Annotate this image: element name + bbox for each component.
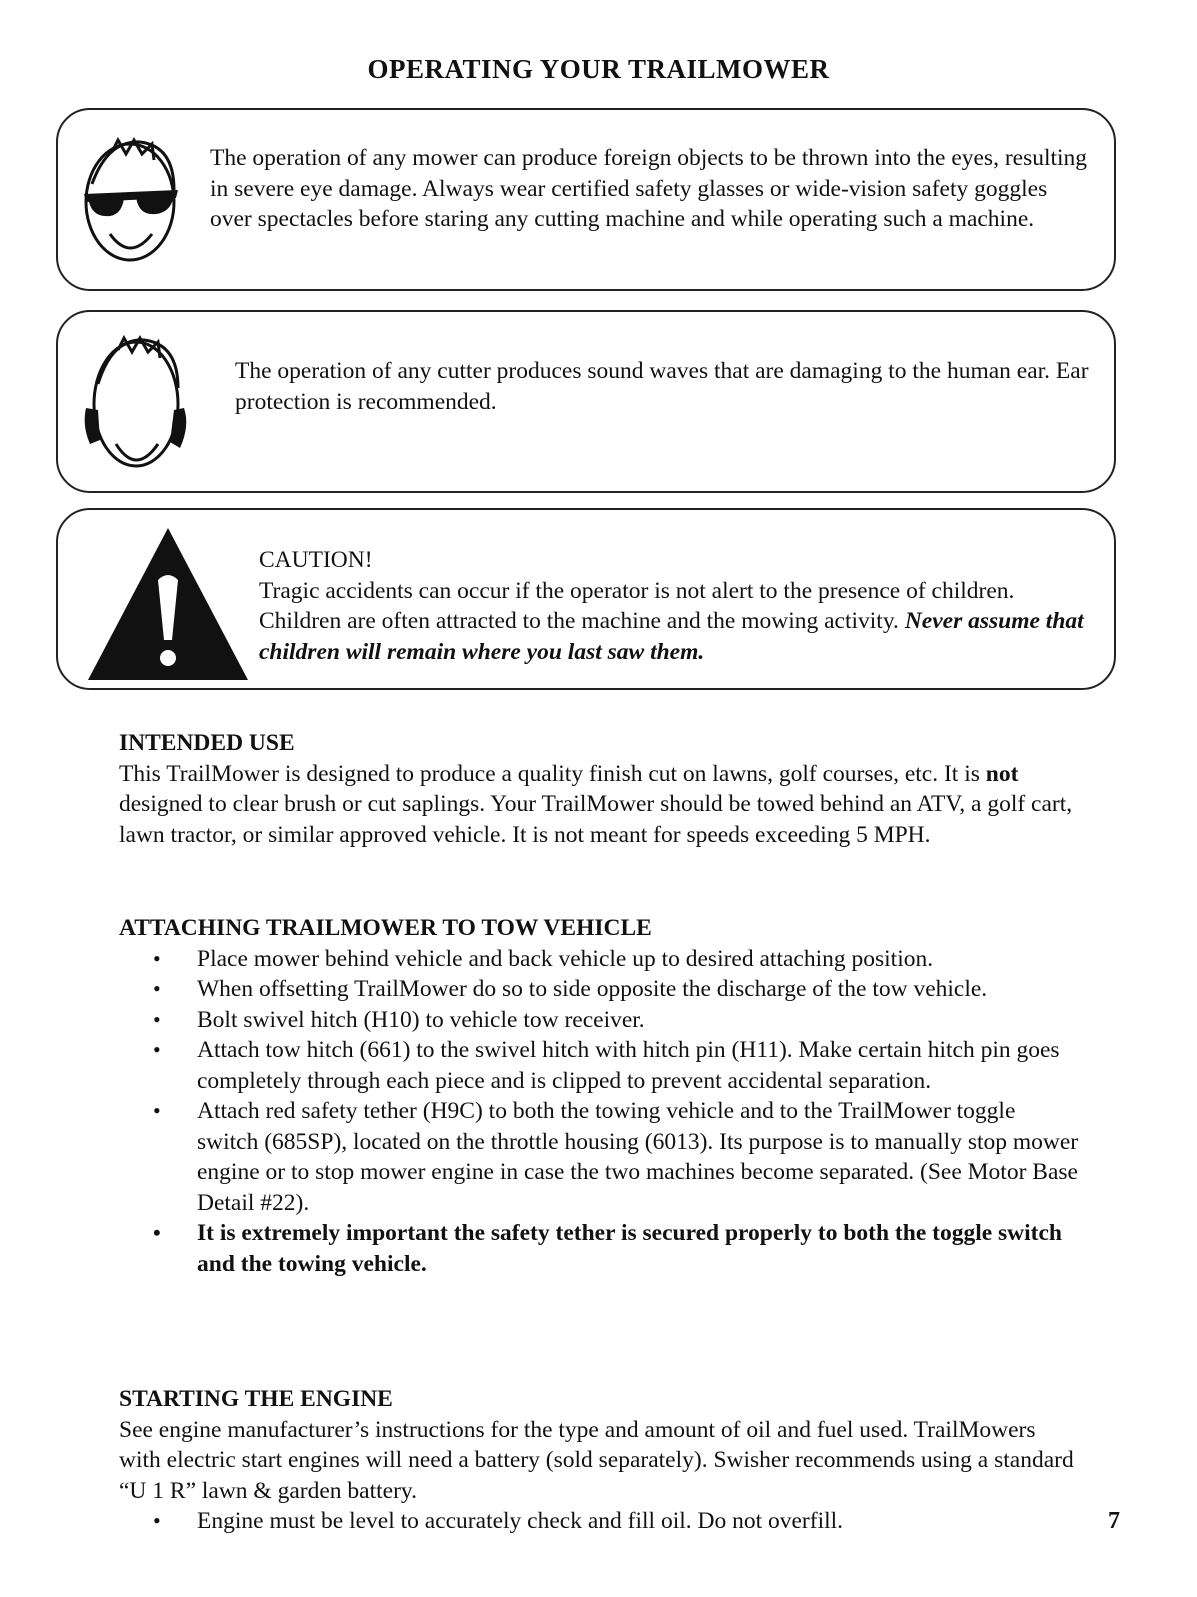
list-item: • Attach red safety tether (H9C) to both the towing vehicle and to the TrailMower toggle switch (685SP), located on the throttle housing (6013). Its purpose is to manually stop mower engine or to stop mower engine in case the two machines become separated. (See Motor Base Detail #22). <box>119 1096 1079 1218</box>
caution-text: Tragic accidents can occur if the operator is not alert to the presence of children. Children are often attracted to the machine and the mowing activity. <box>259 577 1015 634</box>
list-item: • Engine must be level to accurately check and fill oil. Do not overfill. <box>119 1506 1079 1537</box>
starting-text: See engine manufacturer’s instructions for the type and amount of oil and fuel used. TrailMowers with electric start engines will need a battery (sold separately). Swisher recommends using a standard “U 1 R” lawn & garden battery. <box>119 1416 1074 1504</box>
caution-title: CAUTION! <box>259 547 373 573</box>
eye-warning-text: The operation of any mower can produce foreign objects to be thrown into the eyes, resulting in severe eye damage. Always wear certified safety glasses or wide-vision safety goggles over spectacles before staring any cutting machine and while operating such a machine. <box>210 145 1088 232</box>
eye-protection-warning-box <box>56 108 1116 291</box>
intended-use-text <box>119 759 1079 851</box>
intended-use-section <box>119 728 1079 850</box>
warning-triangle-icon <box>84 524 252 684</box>
safety-glasses-head-icon <box>78 132 186 282</box>
caution-warning-box <box>56 508 1116 690</box>
list-item: • Place mower behind vehicle and back vehicle up to desired attaching position. <box>119 944 1079 975</box>
page-number: 7 <box>1108 1508 1120 1534</box>
list-item: • Attach tow hitch (661) to the swivel hitch with hitch pin (H11). Make certain hitch pin goes completely through each piece and is clipped to prevent accidental separation. <box>119 1035 1079 1096</box>
intended-use-emphasis: not <box>985 760 1019 787</box>
attaching-heading: ATTACHING TRAILMOWER TO TOW VEHICLE <box>119 915 652 941</box>
caution-text-block <box>259 545 1089 667</box>
ear-protection-head-icon <box>80 326 190 486</box>
caution-emphasis: Never assume that children will remain where you last saw them. <box>259 608 1084 665</box>
ear-warning-text: The operation of any cutter produces sound waves that are damaging to the human ear. Ear protection is recommended. <box>235 358 1089 415</box>
page-title: OPERATING YOUR TRAILMOWER <box>367 54 830 84</box>
list-item: • It is extremely important the safety tether is secured properly to both the toggle switch and the towing vehicle. <box>119 1218 1079 1279</box>
starting-section <box>119 1384 1079 1537</box>
intended-use-text-part-2: designed to clear brush or cut saplings. Your TrailMower should be towed behind an ATV, a golf cart, lawn tractor, or similar approved vehicle. It is not meant for speeds exceeding 5 MPH. <box>119 791 1073 848</box>
ear-protection-warning-box <box>56 310 1116 493</box>
attaching-section <box>119 913 1079 1279</box>
starting-list <box>119 1506 1079 1537</box>
starting-heading: STARTING THE ENGINE <box>119 1386 393 1412</box>
intended-use-text-part-1: This TrailMower is designed to produce a quality finish cut on lawns, golf courses, etc. It is <box>119 760 980 787</box>
intended-use-heading: INTENDED USE <box>119 730 295 756</box>
list-item: • When offsetting TrailMower do so to side opposite the discharge of the tow vehicle. <box>119 974 1079 1005</box>
attaching-steps-list <box>119 944 1079 1280</box>
list-item: • Bolt swivel hitch (H10) to vehicle tow receiver. <box>119 1005 1079 1036</box>
